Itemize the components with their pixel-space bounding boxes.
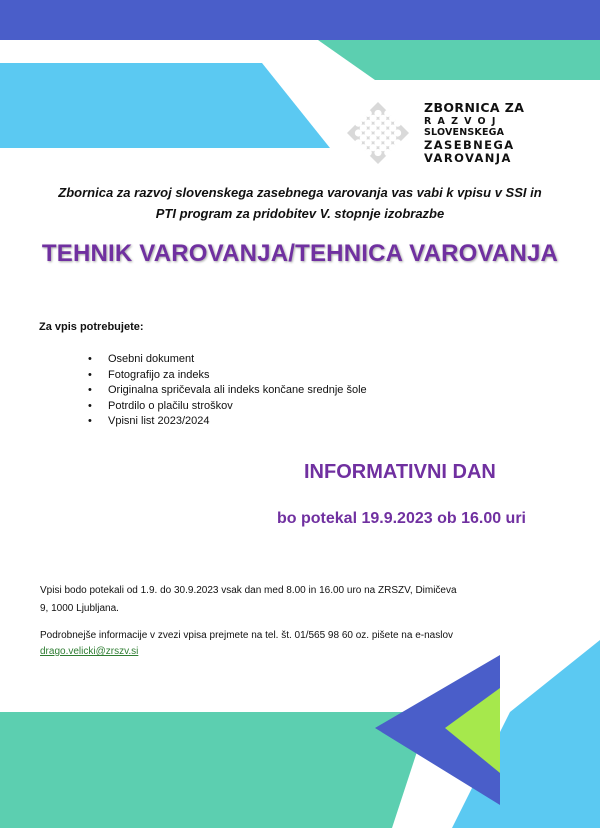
diamond-dots-icon: [347, 102, 409, 164]
logo-line-5: VAROVANJA: [424, 151, 512, 165]
list-item: • Osebni dokument: [88, 352, 367, 368]
bottom-teal-band: [0, 712, 430, 828]
top-navy-band: [0, 0, 600, 40]
info-day-title: INFORMATIVNI DAN: [304, 461, 496, 483]
logo-wordmark: [424, 102, 524, 165]
logo-line-3: SLOVENSKEGA: [424, 127, 505, 138]
info-day-date: bo potekal 19.9.2023 ob 16.00 uri: [277, 510, 526, 527]
list-item: • Vpisni list 2023/2024: [88, 414, 367, 430]
list-item: • Fotografijo za indeks: [88, 368, 367, 384]
requirements-list: [88, 352, 367, 430]
logo-dot: [394, 149, 401, 156]
page-title: TEHNIK VAROVANJA/TEHNICA VAROVANJA: [41, 240, 559, 267]
logo-line-2: RAZVOJ: [424, 115, 502, 127]
list-item: • Originalna spričevala ali indeks končane srednje šole: [88, 383, 367, 399]
logo-dot: [384, 149, 391, 156]
contact-text: Podrobnejše informacije v zvezi vpisa prejmete na tel. št. 01/565 98 60 oz. pišete na e-naslov: [40, 630, 454, 641]
logo-dot: [365, 149, 372, 156]
enrollment-info: [40, 582, 540, 618]
intro-line-2: PTI program za pridobitev V. stopnje izobrazbe: [155, 206, 445, 221]
intro-line-1: Zbornica za razvoj slovenskega zasebnega varovanja vas vabi k vpisu v SSI in: [58, 185, 542, 200]
logo-dot: [374, 149, 381, 156]
logo-dot: [355, 149, 362, 156]
contact-info: [40, 628, 560, 660]
enrollment-line-1: Vpisi bodo potekali od 1.9. do 30.9.2023 vsak dan med 8.00 in 16.00 uro na ZRSZV, Dimičeva: [40, 585, 457, 596]
enrollment-line-2: 9, 1000 Ljubljana.: [40, 603, 119, 614]
intro-text: [20, 182, 580, 224]
logo-line-1: ZBORNICA ZA: [424, 100, 525, 115]
logo-line-4: ZASEBNEGA: [424, 137, 515, 152]
list-item: • Potrdilo o plačilu stroškov: [88, 399, 367, 415]
requirements-label: Za vpis potrebujete:: [39, 321, 144, 333]
email-link[interactable]: drago.velicki@zrszv.si: [40, 646, 139, 657]
